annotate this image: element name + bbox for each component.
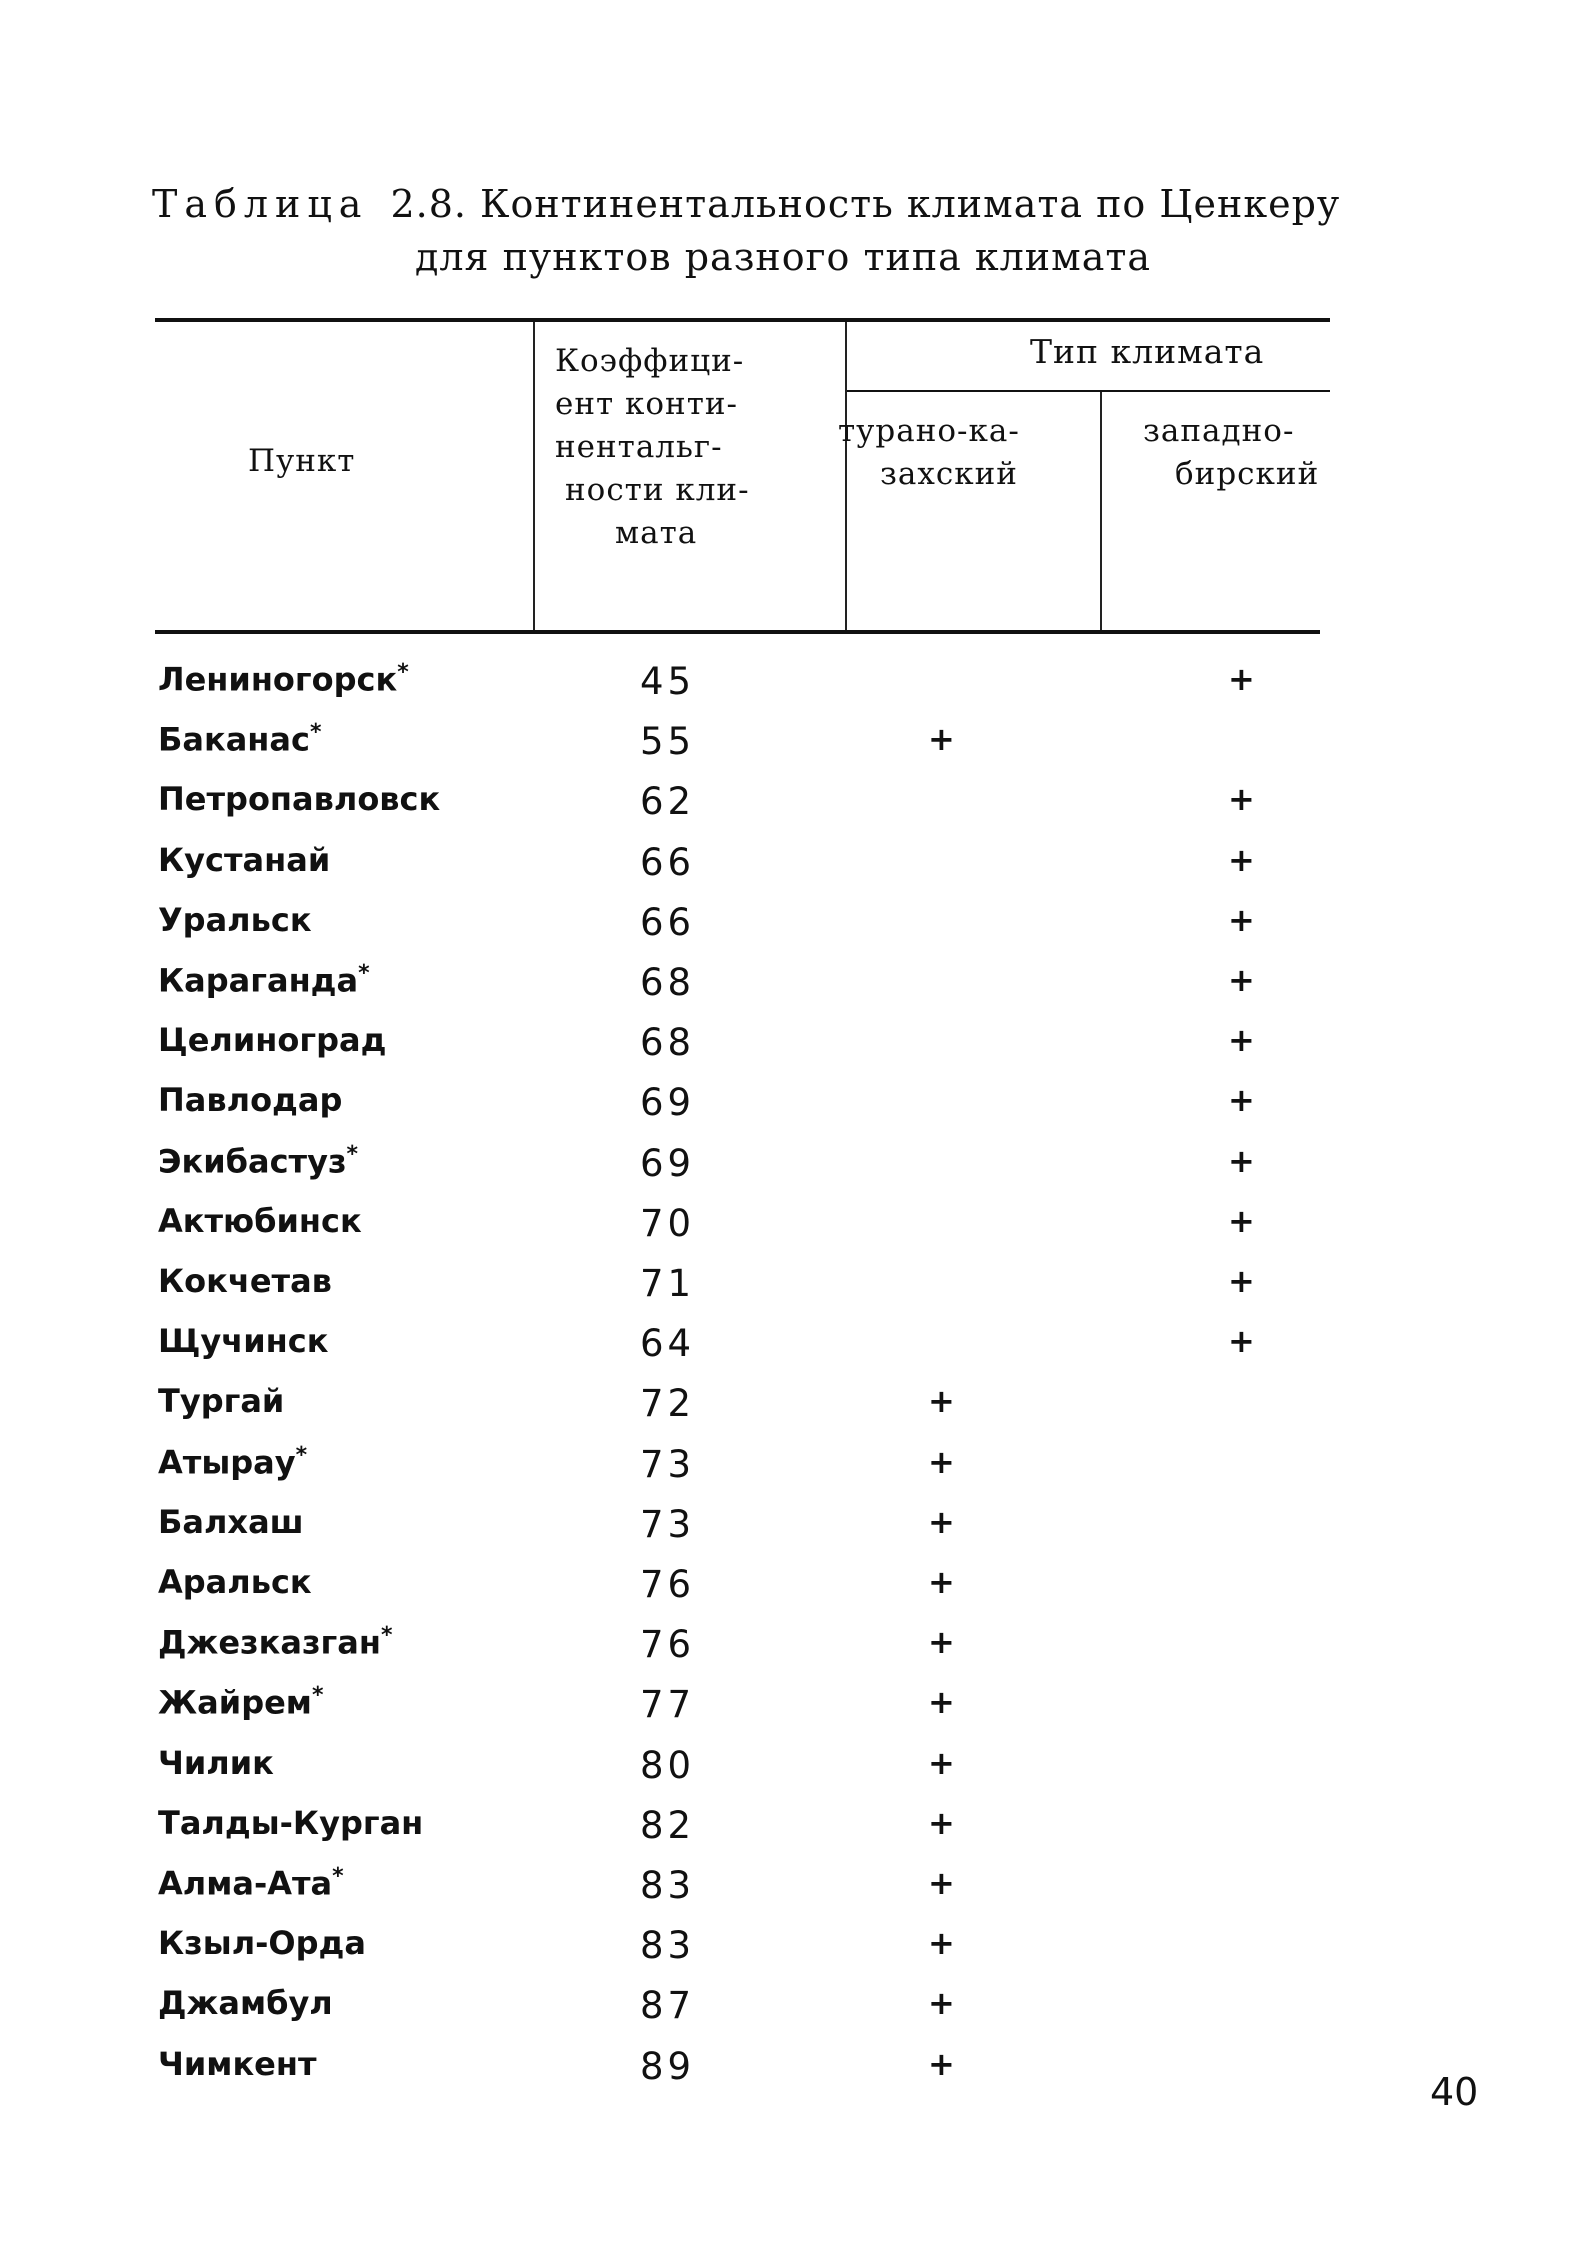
- coefficient-value: 55: [640, 720, 696, 764]
- header-west-line: бирский: [1175, 456, 1320, 492]
- station-name: Кокчетав: [158, 1262, 332, 1300]
- turan-mark: +: [928, 1442, 955, 1481]
- station-name: Лениногорск*: [158, 660, 409, 699]
- west-siberian-mark: +: [1228, 1081, 1255, 1120]
- header-turan-line: турано-ка-: [838, 413, 1020, 449]
- table-row: [0, 1563, 1596, 1623]
- coefficient-value: 87: [640, 1984, 696, 2028]
- coefficient-value: 69: [640, 1081, 696, 1125]
- station-name: Кустанай: [158, 840, 331, 879]
- header-coef-line: мата: [615, 515, 698, 551]
- coefficient-value: 89: [640, 2044, 696, 2088]
- col-divider-3: [1100, 392, 1102, 630]
- footnote-mark: *: [358, 961, 370, 986]
- table-row: [0, 1924, 1596, 1984]
- table-row: [0, 901, 1596, 961]
- table-row: [0, 841, 1596, 901]
- table-row: [0, 1142, 1596, 1202]
- station-name: Талды-Курган: [158, 1803, 424, 1842]
- table-row: [0, 660, 1596, 720]
- coefficient-value: 66: [640, 840, 696, 884]
- coefficient-value: 45: [640, 660, 696, 703]
- station-name: Чимкент: [158, 2044, 317, 2083]
- turan-mark: +: [928, 1864, 955, 1902]
- header-climate-type: Тип климата: [1030, 332, 1265, 371]
- header-coef-line: ент конти-: [555, 386, 738, 422]
- coefficient-value: 83: [640, 1864, 696, 1907]
- table-caption: [152, 182, 1340, 226]
- footnote-mark: *: [311, 1683, 324, 1709]
- table-row: [0, 1202, 1596, 1262]
- footnote-mark: *: [332, 1864, 344, 1889]
- table-row: [0, 1683, 1596, 1743]
- turan-mark: +: [928, 1623, 955, 1662]
- turan-mark: +: [928, 1924, 955, 1963]
- west-siberian-mark: +: [1228, 1322, 1255, 1361]
- turan-mark: +: [928, 1563, 955, 1601]
- table-row: [0, 961, 1596, 1021]
- turan-mark: +: [928, 1984, 955, 2023]
- station-name: Джезказган*: [158, 1623, 393, 1662]
- turan-mark: +: [928, 1683, 955, 1722]
- station-name: Балхаш: [158, 1502, 304, 1541]
- table-row: [0, 1081, 1596, 1141]
- station-name: Щучинск: [158, 1322, 329, 1361]
- coefficient-value: 69: [640, 1141, 696, 1185]
- table-row: [0, 780, 1596, 840]
- table-row: [0, 1864, 1596, 1924]
- subheader-rule: [845, 390, 1330, 392]
- station-name: Экибастуз*: [158, 1141, 359, 1181]
- west-siberian-mark: +: [1228, 840, 1255, 879]
- turan-mark: +: [928, 1382, 955, 1421]
- coefficient-value: 73: [640, 1442, 696, 1486]
- table-row: [0, 1021, 1596, 1081]
- coefficient-value: 82: [640, 1803, 696, 1847]
- table-row: [0, 720, 1596, 780]
- west-siberian-mark: +: [1228, 1141, 1255, 1180]
- west-siberian-mark: +: [1228, 1021, 1255, 1060]
- table-top-rule: [155, 318, 1330, 322]
- station-name: Целиноград: [158, 1021, 387, 1060]
- caption-line-1: 2.8. Континентальность климата по Ценкеру: [390, 182, 1341, 226]
- table-row: [0, 1503, 1596, 1563]
- table-row: [0, 1804, 1596, 1864]
- turan-mark: +: [928, 1803, 955, 1842]
- coefficient-value: 72: [640, 1382, 696, 1426]
- west-siberian-mark: +: [1228, 660, 1255, 698]
- caption-line-2: для пунктов разного типа климата: [415, 235, 1152, 279]
- station-name: Актюбинск: [158, 1201, 362, 1240]
- header-west-line: западно-: [1143, 413, 1295, 449]
- station-name: Алма-Ата*: [158, 1864, 344, 1903]
- coefficient-value: 68: [640, 1021, 696, 1065]
- turan-mark: +: [928, 720, 955, 759]
- west-siberian-mark: +: [1228, 1262, 1255, 1300]
- footnote-mark: *: [346, 1141, 359, 1167]
- table-row: [0, 1744, 1596, 1804]
- header-turan: [838, 410, 1020, 496]
- header-turan-line: захский: [880, 456, 1018, 492]
- table-row: [0, 1262, 1596, 1322]
- header-bottom-rule: [155, 630, 1320, 634]
- header-coef-line: ности кли-: [565, 472, 750, 508]
- station-name: Павлодар: [158, 1081, 343, 1120]
- table-row: [0, 1382, 1596, 1442]
- turan-mark: +: [928, 1502, 955, 1541]
- table-row: [0, 2045, 1596, 2105]
- station-name: Кзыл-Орда: [158, 1924, 366, 1963]
- west-siberian-mark: +: [1228, 961, 1255, 999]
- station-name: Аральск: [158, 1563, 312, 1601]
- turan-mark: +: [928, 1743, 955, 1782]
- station-name: Петропавловск: [158, 780, 441, 819]
- header-coef-line: нентальг-: [555, 429, 723, 465]
- header-coefficient: [555, 340, 825, 555]
- table-row: [0, 1623, 1596, 1683]
- coefficient-value: 76: [640, 1623, 696, 1667]
- col-divider-1: [533, 322, 535, 630]
- table-row: [0, 1322, 1596, 1382]
- page-number: 40: [1430, 2070, 1479, 2114]
- table-row: [0, 1443, 1596, 1503]
- west-siberian-mark: +: [1228, 780, 1255, 819]
- west-siberian-mark: +: [1228, 1201, 1255, 1240]
- coefficient-value: 71: [640, 1262, 696, 1305]
- station-name: Атырау*: [158, 1442, 308, 1482]
- header-west-siberian: [1135, 410, 1319, 496]
- coefficient-value: 70: [640, 1201, 696, 1245]
- station-name: Тургай: [158, 1382, 285, 1421]
- footnote-mark: *: [397, 660, 409, 685]
- coefficient-value: 62: [640, 780, 696, 824]
- footnote-mark: *: [295, 1442, 308, 1468]
- coefficient-value: 64: [640, 1322, 696, 1366]
- station-name: Караганда*: [158, 961, 370, 1000]
- table-label: Таблица: [152, 182, 369, 226]
- footnote-mark: *: [380, 1623, 393, 1649]
- station-name: Джамбул: [158, 1984, 333, 2023]
- coefficient-value: 73: [640, 1502, 696, 1546]
- coefficient-value: 66: [640, 900, 696, 944]
- coefficient-value: 68: [640, 961, 696, 1004]
- footnote-mark: *: [309, 720, 322, 746]
- station-name: Чилик: [158, 1743, 274, 1782]
- station-name: Баканас*: [158, 720, 322, 759]
- station-name: Жайрем*: [158, 1683, 324, 1723]
- turan-mark: +: [928, 2044, 955, 2083]
- header-coef-line: Коэффици-: [555, 343, 745, 379]
- coefficient-value: 76: [640, 1563, 696, 1606]
- west-siberian-mark: +: [1228, 900, 1255, 939]
- header-punkt: Пункт: [248, 443, 356, 479]
- table-row: [0, 1984, 1596, 2044]
- coefficient-value: 80: [640, 1743, 696, 1787]
- coefficient-value: 77: [640, 1683, 696, 1727]
- coefficient-value: 83: [640, 1924, 696, 1968]
- station-name: Уральск: [158, 900, 312, 939]
